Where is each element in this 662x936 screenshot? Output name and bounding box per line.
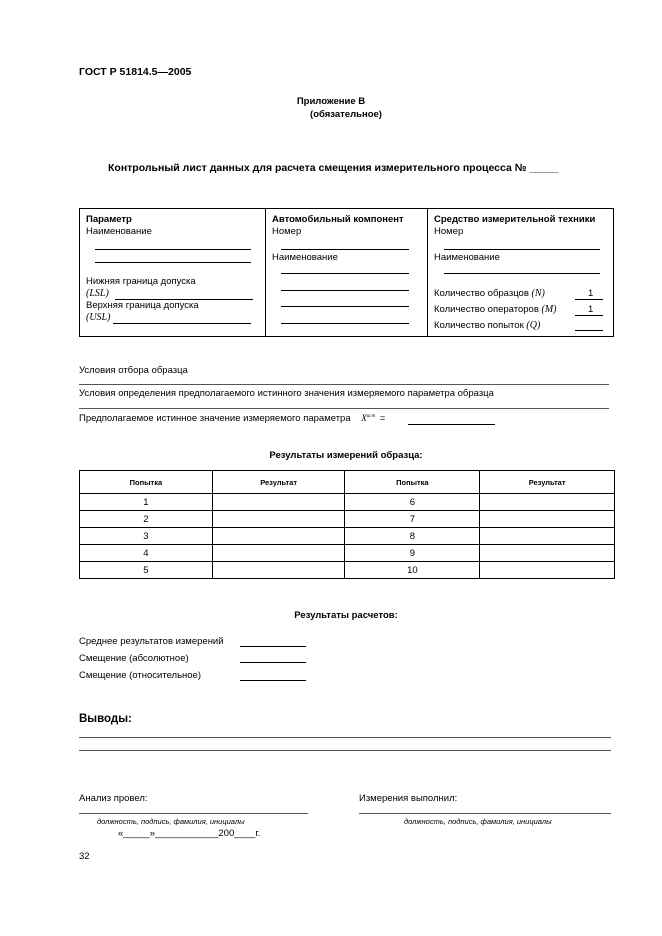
usl-label: Верхняя граница допуска bbox=[86, 300, 199, 311]
conclusions-line-1[interactable] bbox=[79, 737, 611, 738]
attempts-symbol: (Q) bbox=[526, 320, 541, 331]
true-value-superscript: ист bbox=[366, 413, 376, 419]
lsl-label: Нижняя граница допуска bbox=[86, 276, 196, 287]
col-attempt-header: Попытка bbox=[80, 471, 213, 494]
instrument-name-field[interactable] bbox=[444, 273, 600, 274]
attempt-number: 10 bbox=[345, 562, 480, 579]
samples-value: 1 bbox=[588, 288, 594, 299]
determination-conditions-label: Условия определения предполагаемого истинного значения измеряемого параметра образца bbox=[79, 388, 494, 399]
attempt-number: 1 bbox=[80, 494, 213, 511]
operators-row bbox=[434, 304, 557, 315]
result-cell[interactable] bbox=[480, 511, 615, 528]
document-code: ГОСТ Р 51814.5—2005 bbox=[79, 66, 192, 78]
auto-name-label: Наименование bbox=[272, 252, 338, 263]
samples-row bbox=[434, 288, 545, 299]
result-cell[interactable] bbox=[212, 562, 345, 579]
usl-field[interactable] bbox=[113, 323, 251, 324]
result-cell[interactable] bbox=[212, 528, 345, 545]
bias-abs-field[interactable] bbox=[240, 662, 306, 663]
conclusions-title: Выводы: bbox=[79, 713, 132, 725]
usl-symbol: (USL) bbox=[86, 312, 111, 323]
table-row bbox=[80, 494, 615, 511]
instrument-name-label: Наименование bbox=[434, 252, 500, 263]
instrument-heading: Средство измерительной техники bbox=[434, 214, 596, 225]
result-cell[interactable] bbox=[480, 562, 615, 579]
col-result-header: Результат bbox=[480, 471, 615, 494]
operators-field[interactable] bbox=[575, 315, 603, 316]
result-cell[interactable] bbox=[212, 511, 345, 528]
samples-field[interactable] bbox=[575, 299, 603, 300]
bias-rel-field[interactable] bbox=[240, 680, 306, 681]
param-name-field-1[interactable] bbox=[95, 249, 251, 250]
col-result-header: Результат bbox=[212, 471, 345, 494]
sampling-conditions-label: Условия отбора образца bbox=[79, 365, 188, 376]
table-row bbox=[80, 562, 615, 579]
table-row bbox=[80, 545, 615, 562]
attempt-number: 9 bbox=[345, 545, 480, 562]
attempt-number: 2 bbox=[80, 511, 213, 528]
analysis-label: Анализ провел: bbox=[79, 793, 148, 804]
attempt-number: 7 bbox=[345, 511, 480, 528]
form-title: Контрольный лист данных для расчета смещения измерительного процесса № _____ bbox=[108, 162, 559, 174]
samples-label: Количество образцов bbox=[434, 288, 529, 299]
measured-caption: должность, подпись, фамилия, инициалы bbox=[404, 817, 552, 826]
attempt-number: 6 bbox=[345, 494, 480, 511]
bias-abs-label: Смещение (абсолютное) bbox=[79, 653, 189, 664]
measured-signature-line[interactable] bbox=[359, 813, 611, 814]
parameters-box bbox=[79, 208, 614, 337]
analysis-signature-line[interactable] bbox=[79, 813, 308, 814]
determination-conditions-line[interactable] bbox=[79, 408, 609, 409]
result-cell[interactable] bbox=[480, 494, 615, 511]
param-name-field-2[interactable] bbox=[95, 262, 251, 263]
samples-symbol: (N) bbox=[531, 288, 545, 299]
auto-name-field-4[interactable] bbox=[281, 323, 409, 324]
column-divider bbox=[427, 209, 428, 336]
bias-rel-label: Смещение (относительное) bbox=[79, 670, 202, 681]
auto-number-field[interactable] bbox=[281, 249, 409, 250]
attempts-field[interactable] bbox=[575, 330, 603, 331]
lsl-symbol: (LSL) bbox=[86, 288, 109, 299]
param-heading: Параметр bbox=[86, 214, 132, 225]
attempts-row bbox=[434, 320, 540, 331]
page-number: 32 bbox=[79, 851, 90, 862]
auto-name-field-2[interactable] bbox=[281, 290, 409, 291]
results-title: Результаты измерений образца: bbox=[269, 450, 423, 461]
result-cell[interactable] bbox=[480, 528, 615, 545]
mean-label: Среднее результатов измерений bbox=[79, 636, 224, 647]
auto-number-label: Номер bbox=[272, 226, 302, 237]
true-value-symbol: X bbox=[361, 413, 367, 423]
column-divider bbox=[265, 209, 266, 336]
param-name-label: Наименование bbox=[86, 226, 152, 237]
table-header-row bbox=[80, 471, 615, 494]
appendix-subtitle: (обязательное) bbox=[310, 109, 382, 120]
operators-label: Количество операторов bbox=[434, 304, 539, 315]
result-cell[interactable] bbox=[212, 494, 345, 511]
attempt-number: 5 bbox=[80, 562, 213, 579]
instrument-number-field[interactable] bbox=[444, 249, 600, 250]
date-line[interactable]: «_____»____________200____г. bbox=[118, 828, 261, 839]
col-attempt-header: Попытка bbox=[345, 471, 480, 494]
attempts-label: Количество попыток bbox=[434, 320, 524, 331]
equals-sign: = bbox=[379, 413, 386, 424]
operators-value: 1 bbox=[588, 304, 594, 315]
operators-symbol: (M) bbox=[541, 304, 557, 315]
attempt-number: 8 bbox=[345, 528, 480, 545]
mean-field[interactable] bbox=[240, 646, 306, 647]
table-row bbox=[80, 528, 615, 545]
attempt-number: 4 bbox=[80, 545, 213, 562]
attempt-number: 3 bbox=[80, 528, 213, 545]
result-cell[interactable] bbox=[212, 545, 345, 562]
true-value-field[interactable] bbox=[408, 424, 495, 425]
auto-name-field-3[interactable] bbox=[281, 306, 409, 307]
sampling-conditions-line[interactable] bbox=[79, 384, 609, 385]
auto-heading: Автомобильный компонент bbox=[272, 214, 404, 225]
analysis-caption: должность, подпись, фамилия, инициалы bbox=[97, 817, 245, 826]
measured-label: Измерения выполнил: bbox=[359, 793, 458, 804]
calc-title: Результаты расчетов: bbox=[294, 610, 398, 621]
auto-name-field-1[interactable] bbox=[281, 273, 409, 274]
true-value-row bbox=[79, 413, 385, 424]
conclusions-line-2[interactable] bbox=[79, 750, 611, 751]
table-row bbox=[80, 511, 615, 528]
instrument-number-label: Номер bbox=[434, 226, 464, 237]
results-table bbox=[79, 470, 615, 579]
result-cell[interactable] bbox=[480, 545, 615, 562]
appendix-title: Приложение В bbox=[296, 96, 366, 107]
true-value-label: Предполагаемое истинное значение измеряемого параметра bbox=[79, 413, 351, 424]
